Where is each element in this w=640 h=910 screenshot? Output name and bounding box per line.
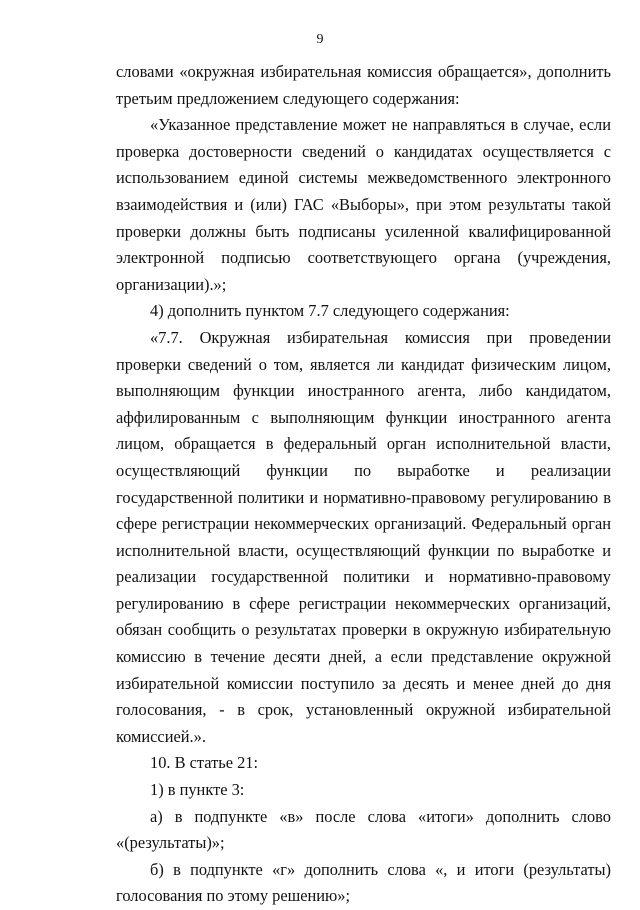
paragraph-item-4: 4) дополнить пунктом 7.7 следующего содержания:	[150, 301, 510, 321]
paragraph-subpoint-b: б) в подпункте «г» дополнить слова «, и итоги (результаты) голосования по этому решению»;	[116, 859, 611, 906]
document-body	[116, 59, 611, 910]
paragraph-quoted-sentence: «Указанное представление может не направляться в случае, если проверка достоверности сведений о кандидатах осуществляется с использованием единой системы межведомственного электронного взаимодействия и (или) ГАС «Выборы», при этом результаты такой проверки должны быть подписаны усиленной квалифицированной электронной подписью соответствующего органа (учреждения, организации).»;	[116, 115, 611, 294]
paragraph-clause-7-7: «7.7. Окружная избирательная комиссия при проведении проверки сведений о том, является ли кандидат физическим лицом, выполняющим функции иностранного агента, либо кандидатом, аффилированным с выполняющим функции иностранного агента лицом, обращается в федеральный орган исполнительной власти, осуществляющий функции по выработке и реализации государственной политики и нормативно-правовому регулированию в сфере регистрации некоммерческих организаций. Федеральный орган исполнительной власти, осуществляющий функции по выработке и реализации государственной политики и нормативно-правовому регулированию в сфере регистрации некоммерческих организаций, обязан сообщить о результатах проверки в окружную избирательную комиссию в течение десяти дней, а если представление окружной избирательной комиссии поступило за десять и менее дней до дня голосования, - в срок, установленный окружной избирательной комиссией.».	[116, 327, 611, 746]
page-number: 9	[316, 32, 324, 47]
paragraph-article-21-heading: 10. В статье 21:	[150, 753, 259, 773]
paragraph-point-3: 1) в пункте 3:	[150, 780, 245, 800]
paragraph-subpoint-a: а) в подпункте «в» после слова «итоги» дополнить слово «(результаты)»;	[116, 806, 611, 853]
paragraph-continuation: словами «окружная избирательная комиссия обращается», дополнить третьим предложением следующего содержания:	[116, 62, 611, 108]
